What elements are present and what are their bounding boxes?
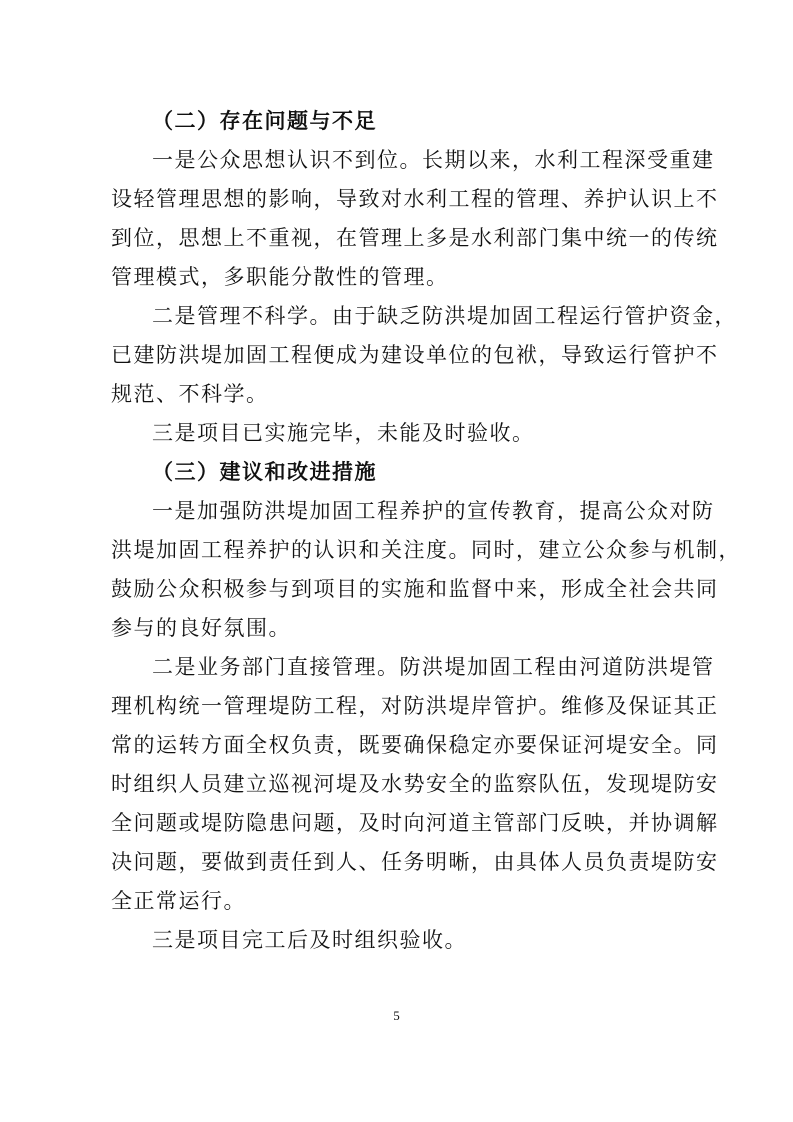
paragraph-line: 常的运转方面全权负责，既要确保稳定亦要保证河堤安全。同 <box>111 733 719 757</box>
paragraph-line: 一是加强防洪堤加固工程养护的宣传教育，提高公众对防 <box>152 499 715 523</box>
page-number: 5 <box>393 1008 400 1023</box>
paragraph-line: 全正常运行。 <box>111 889 246 913</box>
paragraph-line: 规范、不科学。 <box>111 382 269 406</box>
paragraph-line: 一是公众思想认识不到位。长期以来，水利工程深受重建 <box>152 148 715 172</box>
paragraph-line: 决问题，要做到责任到人、任务明晰，由具体人员负责堤防安 <box>111 850 719 874</box>
paragraph-line: 全问题或堤防隐患问题，及时向河道主管部门反映，并协调解 <box>111 811 719 835</box>
paragraph-line: 设轻管理思想的影响，导致对水利工程的管理、养护认识上不 <box>111 187 719 211</box>
paragraph-line: 理机构统一管理堤防工程，对防洪堤岸管护。维修及保证其正 <box>111 694 719 718</box>
paragraph-line: 已建防洪堤加固工程便成为建设单位的包袱，导致运行管护不 <box>111 343 719 367</box>
paragraph-line: 管理模式，多职能分散性的管理。 <box>111 265 449 289</box>
paragraph-line: 三是项目已实施完毕，未能及时验收。 <box>152 421 535 445</box>
paragraph-line: 洪堤加固工程养护的认识和关注度。同时，建立公众参与机制， <box>111 538 741 562</box>
section-heading-suggestions: （三）建议和改进措施 <box>152 460 377 484</box>
section-heading-problems: （二）存在问题与不足 <box>152 109 377 133</box>
paragraph-line: 鼓励公众积极参与到项目的实施和监督中来，形成全社会共同 <box>111 577 719 601</box>
paragraph-line: 三是项目完工后及时组织验收。 <box>152 928 467 952</box>
paragraph-line: 时组织人员建立巡视河堤及水势安全的监察队伍，发现堤防安 <box>111 772 719 796</box>
paragraph-line: 到位，思想上不重视，在管理上多是水利部门集中统一的传统 <box>111 226 719 250</box>
paragraph-line: 二是业务部门直接管理。防洪堤加固工程由河道防洪堤管 <box>152 655 715 679</box>
paragraph-line: 二是管理不科学。由于缺乏防洪堤加固工程运行管护资金， <box>152 304 737 328</box>
paragraph-line: 参与的良好氛围。 <box>111 616 291 640</box>
